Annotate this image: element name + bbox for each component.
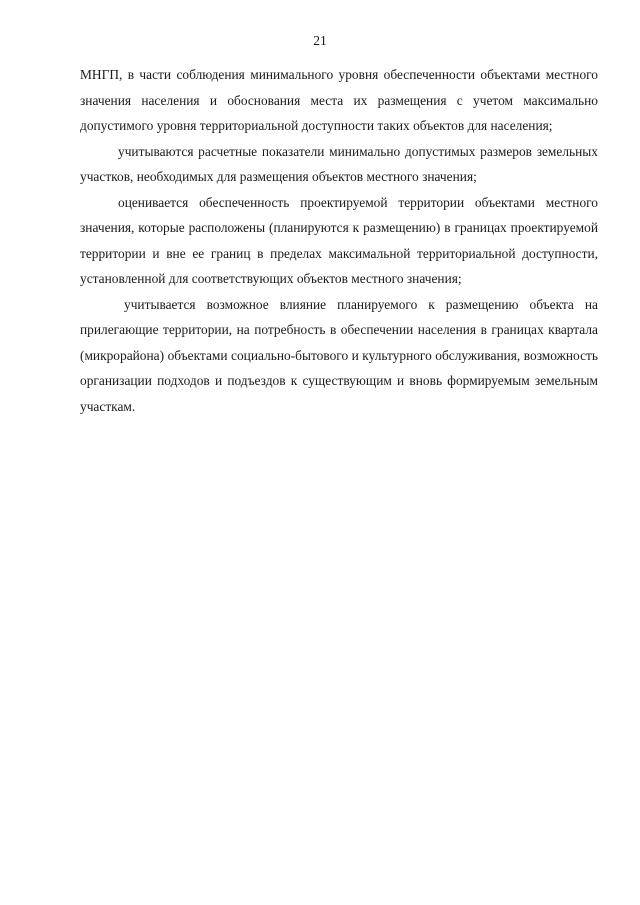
paragraph-provision-assessment: оценивается обеспеченность проектируемой территории объектами местного значения, которые расположены (планируются к размещению) в границах проектируемой территории и вне ее границ в пределах максимальной территориальной доступности, установленной для соответствующих объектов местного значения; bbox=[80, 194, 598, 286]
document-body bbox=[80, 62, 598, 419]
paragraph-influence-assessment: учитывается возможное влияние планируемого к размещению объекта на прилегающие территории, на потребность в обеспечении населения в границах квартала (микрорайона) объектами социально-бытового и культурного обслуживания, возможность организации подходов и подъездов к существующим и вновь формируемым земельным участкам. bbox=[80, 296, 598, 414]
paragraph-land-plot-sizes: учитываются расчетные показатели минимально допустимых размеров земельных участков, необходимых для размещения объектов местного значения; bbox=[80, 143, 598, 184]
paragraph-mngp: МНГП, в части соблюдения минимального уровня обеспеченности объектами местного значения населения и обоснования места их размещения с учетом максимально допустимого уровня территориальной доступности таких объектов для населения; bbox=[80, 67, 598, 133]
page-number: 21 bbox=[313, 33, 327, 48]
